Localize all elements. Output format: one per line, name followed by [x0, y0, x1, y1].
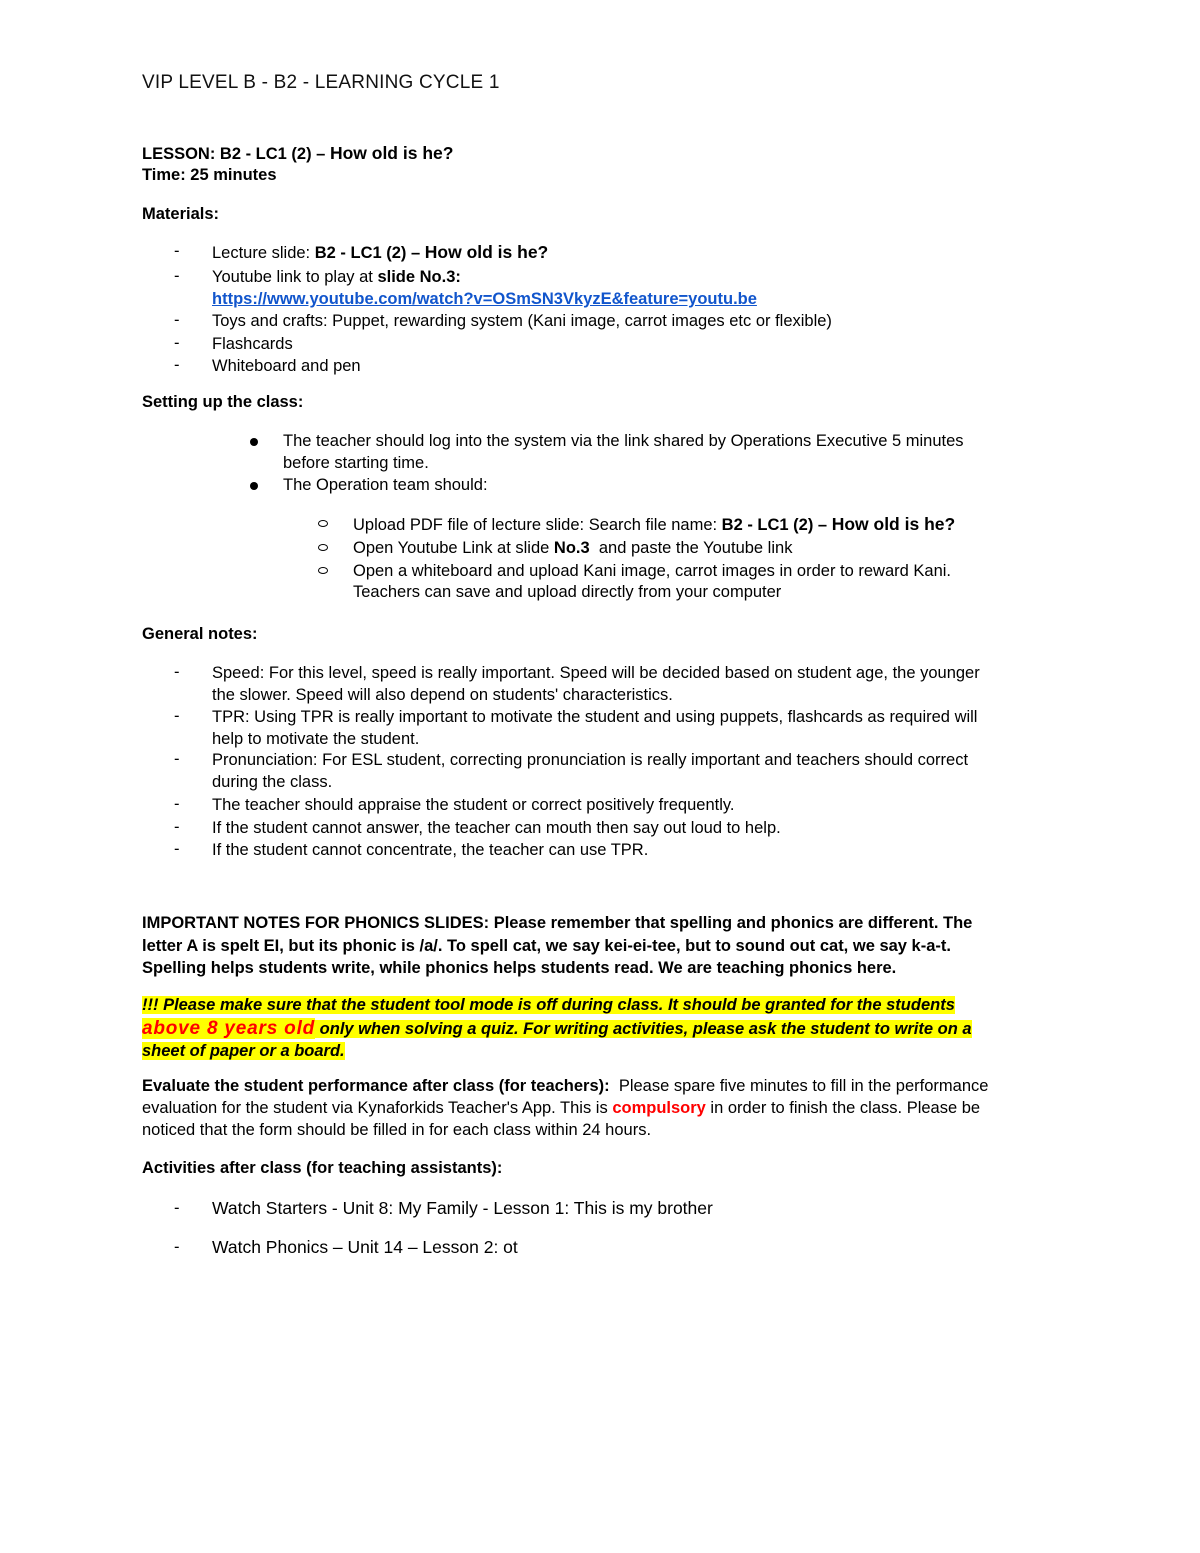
activity-starters: Watch Starters - Unit 8: My Family - Lesson 1: This is my brother — [212, 1198, 713, 1218]
bullet-icon — [250, 482, 258, 490]
note-speed-line2: the slower. Speed will also depend on students' characteristics. — [212, 686, 673, 704]
phonics-line1: IMPORTANT NOTES FOR PHONICS SLIDES: Please remember that spelling and phonics are different. The — [142, 914, 973, 932]
material-youtube: Youtube link to play at slide No.3: — [212, 268, 461, 286]
note-pron-line1: Pronunciation: For ESL student, correcting pronunciation is really important and teachers should correct — [212, 751, 969, 769]
material-flashcards: Flashcards — [212, 335, 293, 353]
list-dash: - — [174, 267, 180, 285]
bullet-icon — [250, 438, 258, 446]
setup-teacher-line1: The teacher should log into the system via the link shared by Operations Executive 5 minutes — [283, 432, 964, 450]
materials-heading: Materials: — [142, 205, 220, 223]
warning-age: above 8 years old — [142, 1018, 316, 1039]
list-dash: - — [174, 795, 180, 813]
activity-phonics: Watch Phonics – Unit 14 – Lesson 2: ot — [212, 1237, 518, 1257]
note-tpr-line1: TPR: Using TPR is really important to motivate the student and using puppets, flashcards as required will — [212, 708, 978, 726]
material-toys: Toys and crafts: Puppet, rewarding system (Kani image, carrot images etc or flexible) — [212, 312, 832, 330]
warning-line2: above 8 years old only when solving a quiz. For writing activities, please ask the student to write on a — [142, 1018, 972, 1039]
list-dash: - — [174, 1238, 180, 1256]
list-dash: - — [174, 311, 180, 329]
setup-whiteboard-line2: Teachers can save and upload directly from your computer — [353, 583, 782, 601]
phonics-line3: Spelling helps students write, while phonics helps students read. We are teaching phonics here. — [142, 959, 897, 977]
list-dash: - — [174, 707, 180, 725]
list-dash: - — [174, 663, 180, 681]
evaluate-line1: Evaluate the student performance after class (for teachers): Please spare five minutes to fill in the performance — [142, 1077, 989, 1095]
list-dash: - — [174, 1199, 180, 1217]
note-concentrate: If the student cannot concentrate, the teacher can use TPR. — [212, 841, 649, 859]
warning-line3: sheet of paper or a board. — [142, 1042, 345, 1060]
note-speed-line1: Speed: For this level, speed is really important. Speed will be decided based on student age, the younger — [212, 664, 980, 682]
activities-heading: Activities after class (for teaching assistants): — [142, 1159, 503, 1177]
circle-bullet-icon — [318, 544, 328, 551]
general-heading: General notes: — [142, 625, 258, 643]
list-dash: - — [174, 818, 180, 836]
setup-whiteboard-line1: Open a whiteboard and upload Kani image, carrot images in order to reward Kani. — [353, 562, 952, 580]
evaluate-line3: noticed that the form should be filled in for each class within 24 hours. — [142, 1121, 652, 1139]
note-appraise: The teacher should appraise the student or correct positively frequently. — [212, 796, 735, 814]
note-tpr-line2: help to motivate the student. — [212, 730, 420, 748]
list-dash: - — [174, 750, 180, 768]
phonics-line2: letter A is spelt EI, but its phonic is /a/. To spell cat, we say kei-ei-tee, but to sound out cat, we say k-a-t. — [142, 937, 951, 955]
evaluate-line2: evaluation for the student via Kynaforkids Teacher's App. This is compulsory in order to finish the class. Please be — [142, 1099, 981, 1117]
compulsory-label: compulsory — [612, 1099, 706, 1117]
setup-open-youtube: Open Youtube Link at slide No.3 and paste the Youtube link — [353, 539, 793, 557]
material-whiteboard: Whiteboard and pen — [212, 357, 361, 375]
setup-heading: Setting up the class: — [142, 393, 304, 411]
list-dash: - — [174, 242, 180, 260]
lesson-title — [142, 143, 453, 164]
note-mouth: If the student cannot answer, the teacher can mouth then say out loud to help. — [212, 819, 781, 837]
circle-bullet-icon — [318, 567, 328, 574]
circle-bullet-icon — [318, 520, 328, 527]
list-dash: - — [174, 840, 180, 858]
setup-upload: Upload PDF file of lecture slide: Search file name: B2 - LC1 (2) – How old is he? — [353, 514, 956, 534]
note-pron-line2: during the class. — [212, 773, 333, 791]
lesson-label: LESSON: B2 - LC1 (2) – — [142, 145, 330, 163]
list-dash: - — [174, 356, 180, 374]
page-header: VIP LEVEL B - B2 - LEARNING CYCLE 1 — [142, 72, 500, 93]
warning-line1: !!! Please make sure that the student tool mode is off during class. It should be granted for the students — [142, 996, 955, 1014]
lesson-time: Time: 25 minutes — [142, 166, 277, 184]
lesson-name: How old is he? — [329, 143, 454, 163]
material-lecture-slide: Lecture slide: B2 - LC1 (2) – How old is he? — [212, 242, 549, 262]
setup-ops-team: The Operation team should: — [283, 476, 488, 494]
youtube-link[interactable]: https://www.youtube.com/watch?v=OSmSN3VkyzE&feature=youtu.be — [212, 290, 757, 308]
evaluate-heading: Evaluate the student performance after class (for teachers): — [142, 1077, 610, 1095]
list-dash: - — [174, 334, 180, 352]
setup-teacher-line2: before starting time. — [283, 454, 429, 472]
